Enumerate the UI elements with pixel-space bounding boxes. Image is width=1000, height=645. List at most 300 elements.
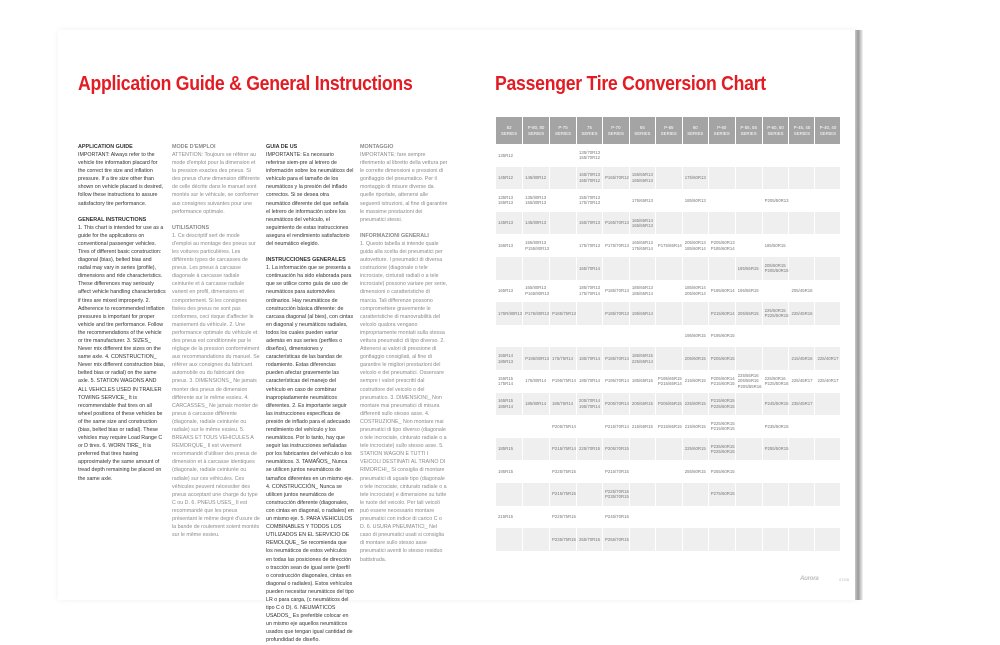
header-series-label: 60 [692, 124, 698, 130]
table-row [496, 415, 840, 438]
table-cell: P235/60R15 P225/60R15 [709, 438, 735, 461]
column-spanish [266, 143, 354, 645]
table-cell [550, 280, 576, 303]
table-cell [736, 415, 762, 438]
header-series-word: SERIES [607, 130, 624, 136]
table-cell: P215/60R14 [709, 302, 735, 325]
header-series-word: SERIES [554, 130, 572, 136]
table-cell [630, 483, 655, 506]
table-cell: 155/65R13 165/65R13 [630, 167, 655, 190]
table-cell: P215/70R14 [604, 423, 629, 429]
column-italian [360, 143, 448, 645]
table-cell [550, 234, 576, 257]
table-cell: 135R13 155R13 [498, 194, 514, 206]
table-cell [709, 506, 735, 529]
table-cell: 205/60R13 185/60R14 [684, 240, 706, 251]
column-header [577, 117, 602, 144]
table-cell: 255/60R15 [684, 468, 706, 474]
table-cell: 195/55R15 [737, 288, 759, 294]
table-cell [789, 325, 814, 348]
table-cell [763, 144, 789, 167]
table-cell [815, 257, 840, 280]
column-header [630, 117, 655, 144]
table-cell [683, 302, 708, 325]
table-cell [656, 144, 682, 167]
table-cell: 165/65R14 165/65R13 [630, 212, 655, 235]
table-cell: P185/75R13 [550, 302, 576, 325]
table-cell [683, 212, 708, 235]
column-header [763, 117, 789, 144]
table-cell: 195/60R15 [684, 333, 706, 339]
table-cell: 185/80R14 [523, 393, 549, 416]
table-cell: P245/70R15 [604, 514, 629, 520]
table-cell [577, 325, 602, 348]
table-cell: 155/70R13 [577, 212, 602, 235]
table-cell [523, 144, 549, 167]
table-cell [789, 483, 814, 506]
table-cell: 185/55R15 [736, 257, 762, 280]
brand-logo: Aurora [800, 576, 819, 582]
table-cell [550, 257, 576, 280]
table-cell [709, 189, 735, 212]
column-heading: MONTAGGIO [360, 144, 394, 150]
table-cell: P215/75R15 [550, 483, 576, 506]
header-series-label: P-75 [558, 124, 568, 130]
table-cell: 205/45R16 [791, 288, 813, 294]
table-cell: P205/70R15 [603, 438, 629, 461]
table-cell [523, 438, 549, 461]
page-title-conversion-chart: Passenger Tire Conversion Chart [495, 72, 766, 95]
table-cell [603, 257, 629, 280]
column-header [496, 117, 522, 144]
table-cell [815, 280, 840, 303]
header-series-label: P-70 [611, 124, 621, 130]
table-cell: P185/70R13 [604, 288, 629, 294]
column-body: 1. Questo tabella si intende quale guida alla scelta dei pneumatici per autovetture. I pneumatici di diversa costruzione (diagonale o tele incrociate, cinturati radiali o a tele incrociate) possono variare per serie, dimensioni o caratteristiche di marcia. Tali differenze possono compromettere gravemente le caratteristiche di manovrabilità del veicolo qualora vengano impropriamente montati sulla stessa vettura pneumatici di tipo diverso. 2. Attenersi ai valori di pressione di gonfiaggio consigliati, al fine di garantire le migliori prestazioni del veicolo e dei pneumatici. Osservare sempre i valori prescritti dal costruttore del veicolo o del pneumatico. 3. DIMENSIONI_ Non montare mai pneumatici di misura differenti sullo stesso asse. 4. COSTRUZIONE_ Non montare mai pneumatici di tipo diverso (diagonale o tele incrociate, cinturato radiale o a tele incrociate) sullo stesso asse. 5. STATION WAGON E TUTTI I VEICOLI DESTINATI AL TRAINO DI RIMORCHI_ Si consiglia di montare pneumatici di uguale tipo (diagonale o tele incrociate, cinturato radiale o a tele incrociate) e dimensione su tutte le ruote del veicolo. Per tali veicoli può essere necessario montare pneumatici con indice di carico C o D. 6. USURA PNEUMATICI_ Nel caso di pneumatici usati si consiglia di montare sullo stesso asse pneumatici aventi lo stesso residuo battistrada. [360, 240, 448, 563]
table-cell [630, 528, 655, 551]
table-cell: 165/70R14 [577, 257, 602, 280]
table-cell [577, 483, 602, 506]
table-cell [630, 257, 655, 280]
table-cell: 215/60R15 [684, 378, 706, 384]
table-header-row [496, 117, 840, 144]
table-cell: 215/60R15 [684, 423, 706, 429]
column-header [815, 117, 840, 144]
table-cell [496, 415, 522, 438]
table-cell: 185/70R13 175/70R14 [578, 285, 600, 296]
header-series-label: 65 [639, 124, 645, 130]
header-series-word: SERIES [687, 130, 704, 136]
table-cell: P185/70R14 [603, 347, 629, 370]
table-cell [656, 325, 682, 348]
table-cell: 145R13 [496, 212, 522, 235]
table-cell: P215/75R14 [550, 438, 576, 461]
table-cell: 225/60R15 [683, 438, 708, 461]
table-cell [630, 506, 655, 529]
table-cell [683, 528, 708, 551]
table-cell [656, 257, 682, 280]
table-cell: 205/60R15 [683, 347, 708, 370]
page-number: 07/08 [839, 577, 850, 582]
table-cell: 215/45R16 [789, 347, 814, 370]
table-cell [523, 257, 549, 280]
table-cell: 225/40R17 [817, 378, 839, 384]
section-heading: GENERAL INSTRUCTIONS [78, 216, 147, 223]
table-cell: P275/60R15 [709, 483, 735, 506]
table-cell [815, 483, 840, 506]
table-cell [789, 212, 814, 235]
table-cell [709, 144, 735, 167]
table-cell: 185/70R14 [577, 347, 602, 370]
table-row [496, 144, 840, 167]
table-cell: 205/65R15 [630, 393, 655, 416]
table-cell: P165/70R12 [603, 167, 629, 190]
table-cell [763, 167, 789, 190]
table-row [496, 347, 840, 370]
table-cell [550, 189, 576, 212]
table-cell [789, 438, 814, 461]
section-heading: INFORMAZIONI GENERALI [360, 232, 429, 239]
table-row [496, 212, 840, 235]
table-cell: 235/45R17 [789, 393, 814, 416]
table-cell [496, 257, 522, 280]
table-cell [656, 483, 682, 506]
header-series-label: P-50, 50 [767, 124, 784, 130]
table-cell [736, 506, 762, 529]
table-cell [815, 325, 840, 348]
header-series-label: P-40, 40 [819, 124, 837, 130]
table-cell [523, 506, 549, 529]
table-cell: 185/50R15 [764, 242, 786, 248]
header-series-label: P-65 [664, 124, 674, 130]
table-cell: P225/60R15 P215/60R15 [710, 420, 735, 432]
table-cell [789, 506, 814, 529]
table-cell [789, 234, 814, 257]
table-cell: 185/60R13 [684, 197, 706, 203]
header-series-word: SERIES [793, 130, 811, 136]
table-cell [736, 234, 762, 257]
table-cell [763, 347, 789, 370]
table-cell [736, 347, 762, 370]
table-cell [630, 144, 655, 167]
table-cell [577, 460, 602, 483]
table-cell [789, 167, 814, 190]
table-cell [815, 415, 840, 438]
table-cell: 135/70R13 155/70R12 [578, 149, 600, 161]
table-cell: P255/60R15 [710, 468, 735, 474]
column-body: 1. La información que se presenta a continuación ha sido elaborada para que se utilice como guía de uso de neumáticos para automóviles ordinarios. Hay neumáticos de construcción básica diferente: de carcasa diagonal (al bies), con cintas en diagonal y neumáticos radiales, todos los cuales pueden variar además en sus series (perfiles o diseños), dimensiones y características de las bandas de rodamiento. Estas diferencias pueden afectar gravemente las características del manejo del vehículo en caso de combinar inapropiadamente neumáticos diferentes. 2. Es importante seguir las instrucciones específicas de presión de inflado para el adecuado rendimiento del vehículo y los neumáticos. Por lo tanto, hay que seguir las instrucciones señaladas por los fabricantes del vehículo o los neumáticos. 3. TAMAÑOS_ Nunca se utilicen juntos neumáticos de tamaños diferentes en un mismo eje. 4. CONSTRUCCIÓN_ Nunca se utilicen juntos neumáticos de construcción diferente (diagonales, con cintas en diagonal, o radiales) en un mismo eje. 5. PARA VEHICULOS COMBINABLES Y TODOS LOS UTILIZADOS EN EL SERVICIO DE REMOLQUE_ Se recomienda que los neumáticos de estos vehículos en todas las posiciones de dirección o tracción sean de igual serie (perfil o construcción diagonales, cintas en diagonal o radiales). Estos vehículos pueden necesitar neumáticos del tipo LR o para carga, (c neumáticos del tipo C ó D). 6. NEUMÁTICOS USADOS_ Es preferible colocar en un mismo eje aquellos neumáticos usados que tengan igual cantidad de profundidad de diseño. [266, 265, 354, 644]
instruction-columns [78, 143, 458, 645]
table-cell [815, 302, 840, 325]
left-page [78, 30, 458, 644]
table-cell: P175/80R13 [523, 302, 549, 325]
table-cell [815, 167, 840, 190]
table-cell: 175R/80R13 [496, 302, 522, 325]
table-cell: 185R15 [496, 438, 522, 461]
header-series-word: SERIES [660, 130, 677, 136]
table-cell [523, 415, 549, 438]
table-cell: 185/60R14 205/60R14 [684, 285, 706, 296]
table-row [496, 167, 840, 190]
column-intro: ATTENTION: Toujours se référer au mode d'emploi pour la dimension et la pression exactes des pneus. Si des pneus d'une dimension différente de celle décrite dans le manuel sont montés sur le véhicule, se conformer aux consignes suivantes pour une performance optimale. [172, 152, 260, 215]
table-cell [656, 167, 682, 190]
table-cell [709, 167, 735, 190]
table-cell [815, 189, 840, 212]
table-row [496, 189, 840, 212]
right-page [478, 30, 858, 600]
table-row [496, 234, 840, 257]
table-cell [656, 347, 682, 370]
table-cell [815, 393, 840, 416]
table-cell: P225/75R15 [552, 468, 576, 474]
table-cell [577, 506, 602, 529]
header-series-label: P-80, 80 [527, 124, 545, 130]
header-series-label: 82 [506, 124, 512, 130]
table-cell [789, 257, 814, 280]
table-cell [736, 393, 762, 416]
table-row [496, 257, 840, 280]
table-cell [763, 212, 789, 235]
column-heading: APPLICATION GUIDE [78, 144, 133, 150]
table-cell: P185/60R14 [710, 288, 735, 294]
table-cell [550, 167, 576, 190]
table-cell [577, 415, 602, 438]
table-cell: 155/70R13 175/70R13 [578, 194, 600, 206]
table-row [496, 438, 840, 461]
table-cell [523, 528, 549, 551]
table-cell: P205/60R14 P215/60R15 [710, 375, 735, 387]
table-row [496, 302, 840, 325]
table-cell [656, 302, 682, 325]
table-cell: 225/45R17 [791, 378, 813, 384]
table-cell: 185/65R15 [631, 378, 653, 384]
table-row [496, 506, 840, 529]
table-cell: 255/70R15 [577, 528, 602, 551]
column-heading: GUIA DE US [266, 144, 298, 150]
table-cell: 155R14 185R13 [496, 347, 522, 370]
table-cell [815, 506, 840, 529]
table-cell [763, 528, 789, 551]
table-cell: 185/65R15 225/65R14 [630, 347, 655, 370]
table-cell [789, 144, 814, 167]
table-cell: 175/80R14 [525, 378, 547, 384]
table-cell: 155/80R13 P155/80R13 [525, 240, 550, 251]
column-header [550, 117, 576, 144]
column-header [789, 117, 814, 144]
table-cell: P185/70R13 [603, 302, 629, 325]
column-english [78, 143, 166, 645]
table-cell: 215R15 [498, 514, 514, 520]
table-cell [656, 506, 682, 529]
table-cell: 225/45R16 [789, 302, 814, 325]
header-series-word: SERIES [740, 130, 757, 136]
table-cell: P175/70R13 [604, 242, 629, 248]
table-cell [656, 280, 682, 303]
table-cell: P215/60R15 P225/60R15 [709, 393, 735, 416]
column-header [523, 117, 549, 144]
table-cell: 225/55R16 205/55R16 P205/55R16 [737, 372, 762, 389]
table-cell [815, 144, 840, 167]
table-cell: 155R15 175R14 [498, 375, 514, 387]
table-cell [789, 528, 814, 551]
table-cell [709, 528, 735, 551]
table-cell: 195/65R14 [630, 302, 655, 325]
table-cell: P205/60R15 [709, 347, 735, 370]
header-series-word: SERIES [528, 130, 545, 136]
table-cell [496, 325, 522, 348]
table-cell: 185/75R14 [550, 393, 576, 416]
table-row [496, 460, 840, 483]
table-cell [656, 212, 682, 235]
table-cell: P195/80R13 [523, 347, 549, 370]
table-cell: 175/70R13 [578, 242, 600, 248]
table-cell [736, 189, 762, 212]
table-cell: 145/80R12 [523, 167, 549, 190]
table-cell: 165/70R13 165/70R12 [577, 167, 602, 190]
tire-conversion-table [495, 117, 841, 551]
table-cell: 225/50R15 P225/50R15 [763, 302, 789, 325]
header-series-word: SERIES [713, 130, 730, 136]
table-cell [603, 144, 629, 167]
column-header [603, 117, 629, 144]
table-cell [603, 189, 629, 212]
table-cell: 185/70R14 [578, 378, 600, 384]
table-cell [656, 460, 682, 483]
table-row [496, 325, 840, 348]
table-row [496, 280, 840, 303]
table-cell [656, 528, 682, 551]
table-cell: 225/60R15 [683, 393, 708, 416]
table-cell: 155R13 [498, 242, 514, 248]
table-cell [736, 483, 762, 506]
table-cell [523, 325, 549, 348]
header-series-word: SERIES [581, 130, 598, 136]
header-series-label: P-45, 45 [793, 124, 811, 130]
table-cell [603, 325, 629, 348]
header-series-word: SERIES [767, 130, 784, 136]
table-cell: P215/65R15 [657, 423, 682, 429]
column-heading: MODE D'EMPLOI [172, 144, 216, 150]
table-cell: 195R15 [498, 468, 514, 474]
page-edge-shadow [855, 30, 863, 600]
table-cell [683, 144, 708, 167]
table-cell: 225/40R17 [815, 347, 840, 370]
table-cell [815, 212, 840, 235]
table-cell [763, 280, 789, 303]
table-cell [763, 325, 789, 348]
table-cell: P245/50R15 [763, 393, 789, 416]
table-row [496, 370, 840, 393]
table-row [496, 393, 840, 416]
table-cell: 135/80R13 155/80R13 [525, 194, 547, 206]
table-cell: 175/65R13 [631, 197, 653, 203]
table-cell: 165R13 [498, 288, 514, 294]
table-cell [550, 144, 576, 167]
table-cell [550, 325, 576, 348]
table-cell [577, 302, 602, 325]
table-cell: P165/70R13 [603, 212, 629, 235]
table-cell: P255/70R15 [603, 528, 629, 551]
table-cell: 165/80R13 P165/80R13 [525, 285, 550, 296]
table-cell: 145/80R13 [523, 212, 549, 235]
table-cell: 175/75R14 [550, 347, 576, 370]
page-title-application-guide: Application Guide & General Instructions [78, 72, 413, 95]
table-cell: 185/65R13 185/65R14 [631, 285, 653, 296]
table-cell: P205/70R14 [603, 393, 629, 416]
table-cell: 165/65R13 175/65R14 [631, 240, 653, 251]
table-cell [496, 528, 522, 551]
table-cell [763, 506, 789, 529]
table-cell [789, 415, 814, 438]
table-cell [763, 483, 789, 506]
column-header [656, 117, 682, 144]
table-cell [736, 325, 762, 348]
table-cell [709, 212, 735, 235]
header-series-label: P-55, 55 [740, 124, 757, 130]
column-intro: IMPORTANTE: fare sempre riferimento al libretto della vettura per le corrette dimensioni e pressioni di gonfiaggio del pneumatico. Per il montaggio di misure diverse da quelle riportate, attenersi alle seguenti istruzioni, al fine di garantire le massime prestazioni dei pneumatici stessi. [360, 152, 448, 223]
table-cell [523, 460, 549, 483]
column-body: 1. Ce descriptif sert de mode d'emploi au montage des pneus sur les voitures particulières. Les différents types de carcasses de pneus. Les pneus à carcasse diagonale à carcasse radiale ceinturée et à carcasse radiale varient en profil, dimensions et comportement. Si les consignes fixées des pneus ne sont pas conformes, ceci risque d'affecter le maniement du véhicule. 2. Une performance optimale du véhicule et des pneus est conditionnée par le réglage de la pression conformément aux recommandations du manuel. Se référer aux consignes du fabricant automobile ou du fabricant des pneus. 3. DIMENSIONS_ Ne jamais monter des pneus de dimension différente sur le même essieu. 4. CARCASSES_ Ne jamais monter de pneus à carcasse différente (diagonale, radiale ceinturée ou radiale) sur le même essieu. 5. BREAKS ET TOUS VEHICULES A REMORQUE_ Il est vivement recommandé d'utiliser des pneus de dimension et à carcasse identiques (diagonale, radiale ceinturée ou radiale) sur ces véhicules. Ces véhicules peuvent nécessiter des pneus acceptant une charge du type C ou D. 6. PNEUS USES_ Il est recommandé que les pneus présentant le même degré d'usure de la bande de roulement soient montés sur le même essieu. [172, 232, 260, 539]
table-cell: 175/60R13 [683, 167, 708, 190]
section-heading: UTILISATIONS [172, 224, 210, 231]
table-cell [789, 189, 814, 212]
table-cell: 205/70R14 195/70R14 [577, 393, 602, 416]
table-cell: P215/70R15 [604, 468, 629, 474]
section-heading: INSTRUCCIONES GENERALES [266, 257, 346, 264]
column-header [683, 117, 708, 144]
table-cell [630, 325, 655, 348]
table-row [496, 483, 840, 506]
table-cell: 205/50R15 P205/50R15 [763, 257, 789, 280]
table-cell: P175/65R14 [657, 242, 682, 248]
table-row [496, 528, 840, 551]
table-cell [815, 460, 840, 483]
column-header [709, 117, 735, 144]
table-cell: P225/75R15 [552, 514, 576, 520]
table-cell: P205/65R15 [656, 393, 682, 416]
table-cell: 145R12 [496, 167, 522, 190]
table-cell [736, 438, 762, 461]
table-cell [683, 483, 708, 506]
table-cell [815, 234, 840, 257]
table-cell: P255/50R15 [763, 438, 789, 461]
table-cell [550, 212, 576, 235]
table-cell [815, 528, 840, 551]
table-body [496, 144, 840, 551]
table-cell [789, 460, 814, 483]
column-body: 1. This chart is intended for use as a guide for the applications on conventional passenger vehicles. Tires of different basic construction: diagonal (bias), belted bias and radial may vary in series (profile), dimensions and ride characteristics. These differences may seriously affect vehicle handling characteristics if tires are mixed improperly. 2. Adherence to recommended inflation pressures is important for proper vehicle and tire performance. Follow the recommendations of the vehicle or tire manufacturer. 3. SIZES_ Never mix different tire sizes on the same axle. 4. CONSTRUCTION_ Never mix different construction bias, belted bias or radial) on the same axle. 5. STATION WAGONS AND ALL VEHICLES USED IN TRAILER TOWING SERVICE_ It is recommendable that tires on all wheel positions of these vehicles be of the same size and construction (bias, belted bias or radial). These vehicles may require Load Range C or D tires. 6. WORN TIRE_ It is preferred that tires having approximately the same amount of tread depth remaining be placed on the same axle. [78, 224, 166, 482]
header-series-word: SERIES [501, 130, 518, 136]
table-cell [683, 506, 708, 529]
header-series-label: 75 [587, 124, 592, 130]
table-cell: 205/55R15 [736, 302, 762, 325]
table-cell [736, 144, 762, 167]
table-cell: 225/70R15 [577, 438, 602, 461]
table-cell: P235/75R15 [550, 528, 576, 551]
table-cell: P235/50R15 [764, 423, 789, 429]
header-series-label: P-60 [717, 124, 727, 130]
column-intro: IMPORTANT: Always refer to the vehicle tire information placard for the correct tire size and inflation pressure. If a tire size other than shown on vehicle placard is desired, follow these instructions to assure satisfactory tire performance. [78, 152, 164, 207]
table-cell: P195/70R14 [604, 378, 629, 384]
table-cell: P225/70R15 P235/70R15 [603, 483, 629, 506]
table-cell [736, 212, 762, 235]
table-cell: P195/75R14 [552, 378, 576, 384]
table-cell: 165R15 185R14 [496, 393, 522, 416]
table-cell [523, 483, 549, 506]
table-cell [709, 257, 735, 280]
booklet-spread [58, 30, 858, 644]
table-cell [736, 460, 762, 483]
